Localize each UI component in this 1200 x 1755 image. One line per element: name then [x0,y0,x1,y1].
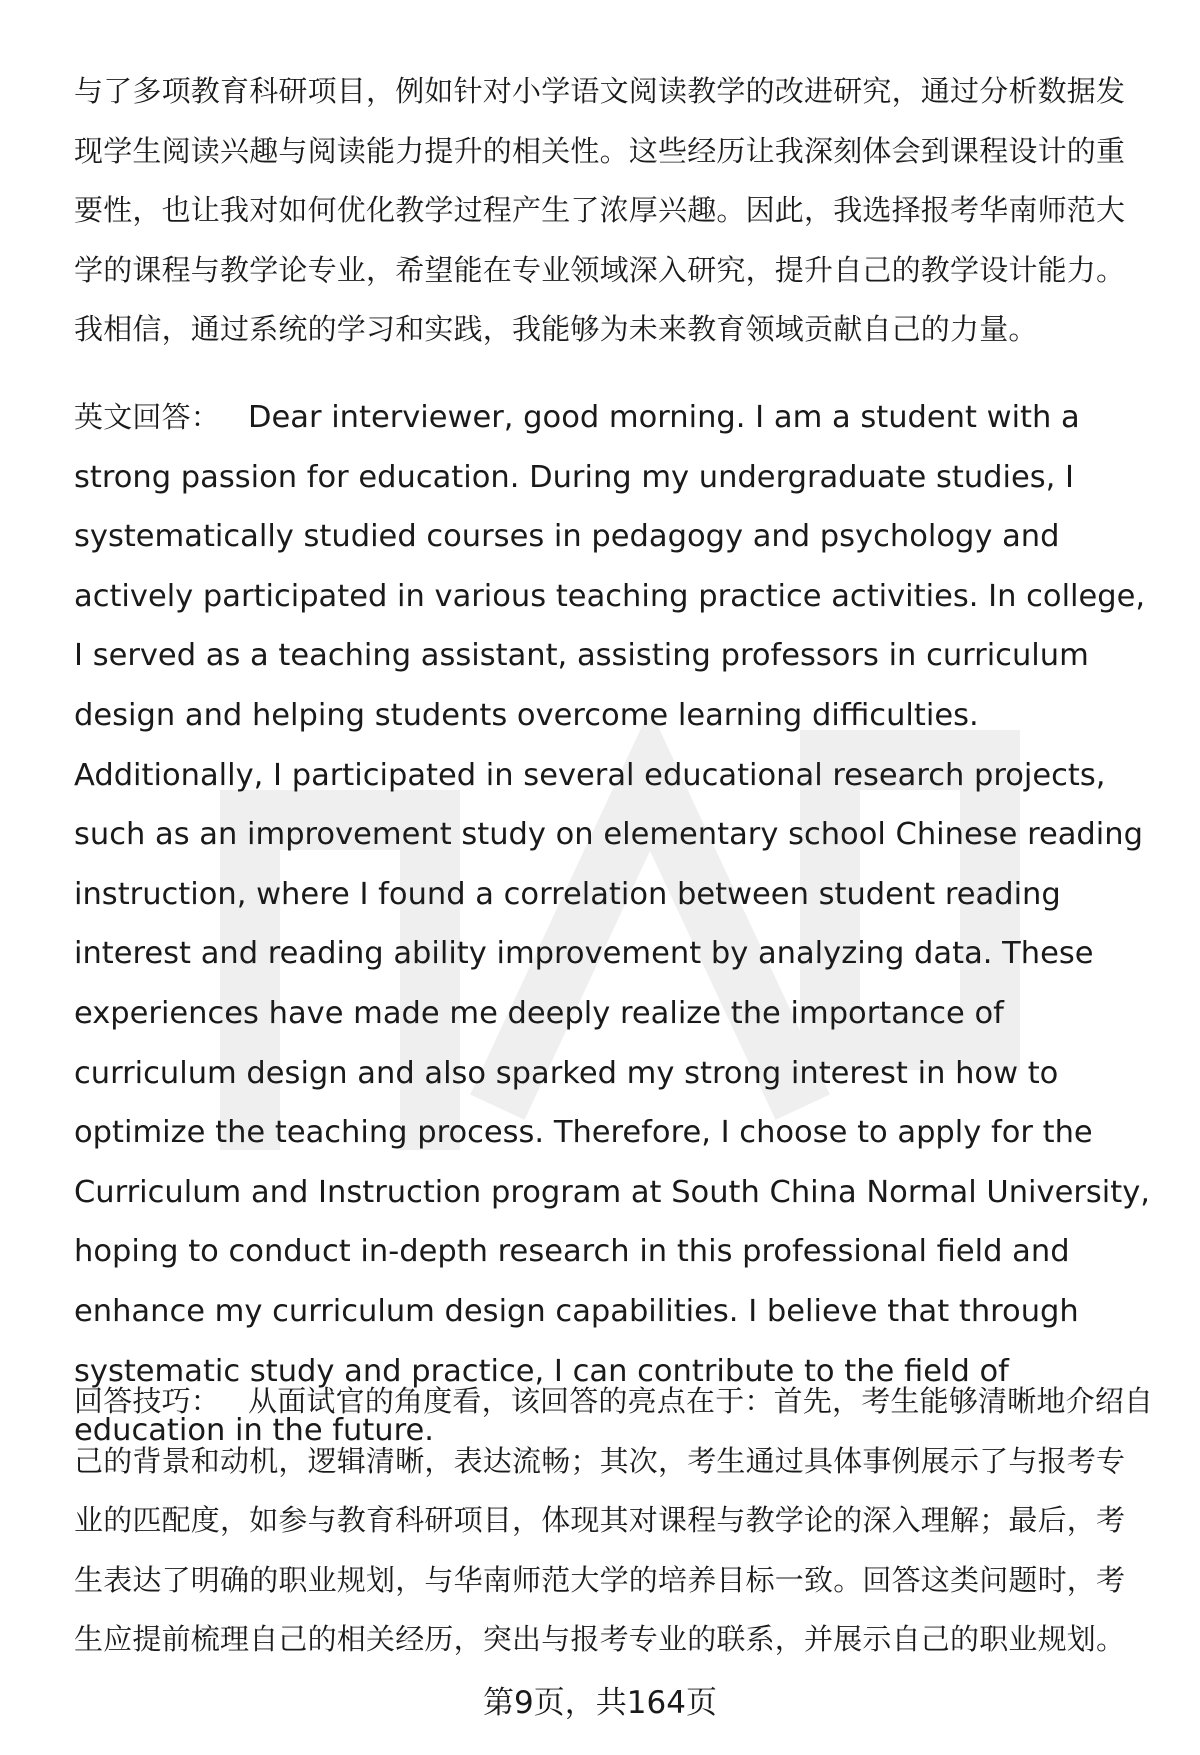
intro-paragraph [74,62,1154,360]
tips-paragraph [74,1372,1154,1670]
english-answer-text: Dear interviewer, good morning. I am a student with a strong passion for education. During my undergraduate studies, I systematically studied courses in pedagogy and psychology and actively participated in various teaching practice activities. In college, I served as a teaching assistant, assisting professors in curriculum design and helping students overcome learning difficulties. Additionally, I participated in several educational research projects, such as an improvement study on elementary school Chinese reading instruction, where I found a correlation between student reading interest and reading ability improvement by analyzing data. These experiences have made me deeply realize the importance of curriculum design and also sparked my strong interest in how to optimize the teaching process. Therefore, I choose to apply for the Curriculum and Instruction program at South China Normal University, hoping to conduct in-depth research in this professional field and enhance my curriculum design capabilities. I believe that through systematic study and practice, I can contribute to the field of education in the future. [74,400,1150,1449]
intro-text: 与了多项教育科研项目，例如针对小学语文阅读教学的改进研究，通过分析数据发现学生阅读兴趣与阅读能力提升的相关性。这些经历让我深刻体会到课程设计的重要性，也让我对如何优化教学过程产生了浓厚兴趣。因此，我选择报考华南师范大学的课程与教学论专业，希望能在专业领域深入研究，提升自己的教学设计能力。我相信，通过系统的学习和实践，我能够为未来教育领域贡献自己的力量。 [74,74,1126,347]
tips-label: 回答技巧： [74,1384,221,1418]
page-number: 第9页，共164页 [483,1685,717,1721]
english-answer-paragraph [74,388,1154,1461]
english-answer-label: 英文回答： [74,400,221,434]
tips-text: 从面试官的角度看，该回答的亮点在于：首先，考生能够清晰地介绍自己的背景和动机，逻辑清晰，表达流畅；其次，考生通过具体事例展示了与报考专业的匹配度，如参与教育科研项目，体现其对课程与教学论的深入理解；最后，考生表达了明确的职业规划，与华南师范大学的培养目标一致。回答这类问题时，考生应提前梳理自己的相关经历，突出与报考专业的联系，并展示自己的职业规划。 [74,1384,1154,1657]
